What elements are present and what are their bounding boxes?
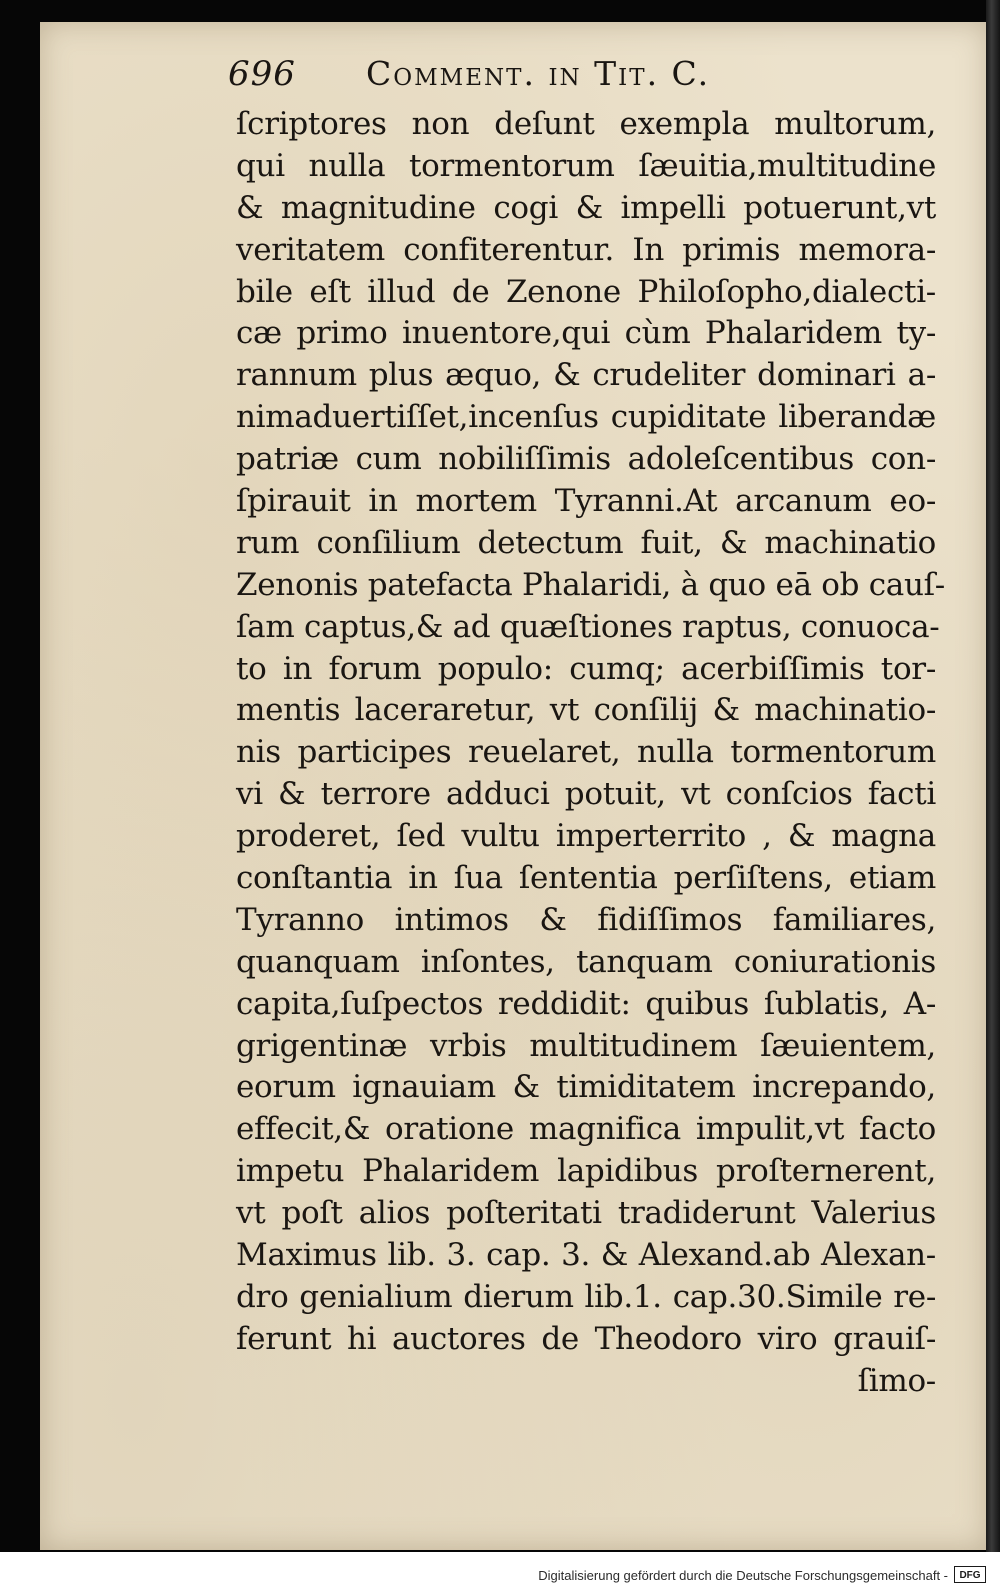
text-line: ſpirauit in mortem Tyranni.At arcanum eo- bbox=[236, 483, 936, 520]
text-line: qui nulla tormentorum ſæuitia,multitudine bbox=[236, 147, 936, 184]
text-line: proderet, ſed vultu imperterrito , & magna bbox=[236, 818, 936, 855]
text-line: ſam captus,& ad quæſtiones raptus, conuoca- bbox=[236, 608, 940, 645]
text-line: veritatem confiterentur. In primis memora- bbox=[236, 231, 936, 268]
text-line: cæ primo inuentore,qui cùm Phalaridem ty- bbox=[236, 315, 936, 352]
text-line: vi & terrore adduci potuit, vt conſcios facti bbox=[236, 776, 936, 813]
digitization-footer bbox=[0, 1552, 1000, 1592]
dfg-logo: DFG bbox=[954, 1566, 986, 1583]
text-line: ferunt hi auctores de Theodoro viro grauiſ- bbox=[236, 1320, 936, 1357]
running-title: Comment. in Tit. C. bbox=[366, 54, 711, 93]
page-number: 696 bbox=[228, 54, 296, 94]
text-line: grigentinæ vrbis multitudinem ſæuientem, bbox=[236, 1027, 936, 1064]
text-line: Tyranno intimos & fidiſſimos familiares, bbox=[236, 901, 936, 938]
catchword: ſimo- bbox=[857, 1362, 936, 1399]
text-line: & magnitudine cogi & impelli potuerunt,vt bbox=[236, 189, 936, 226]
body-text bbox=[236, 104, 945, 1403]
book-page bbox=[40, 22, 988, 1550]
funding-credit: Digitalisierung gefördert durch die Deutsche Forschungsgemeinschaft - bbox=[538, 1568, 948, 1583]
text-line: vt poſt alios poſteritati tradiderunt Valerius bbox=[236, 1195, 936, 1232]
text-line: bile eſt illud de Zenone Philoſopho,dialecti- bbox=[236, 273, 936, 310]
text-line: rum conſilium detectum fuit, & machinatio bbox=[236, 524, 936, 561]
text-line: mentis laceraretur, vt conſilij & machinatio- bbox=[236, 692, 936, 729]
text-line: nimaduertiſſet,incenſus cupiditate liberandæ bbox=[236, 399, 936, 436]
book-binding-edge bbox=[986, 0, 1000, 1552]
text-line: dro genialium dierum lib.1. cap.30.Simile re- bbox=[236, 1278, 936, 1315]
text-line: Maximus lib. 3. cap. 3. & Alexand.ab Alexan- bbox=[236, 1237, 936, 1274]
text-line: rannum plus æquo, & crudeliter dominari a- bbox=[236, 357, 936, 394]
page-header bbox=[228, 52, 788, 102]
text-line: impetu Phalaridem lapidibus proſternerent, bbox=[236, 1153, 936, 1190]
text-line: patriæ cum nobiliſſimis adoleſcentibus con- bbox=[236, 441, 936, 478]
text-line: to in forum populo: cumq; acerbiſſimis tor- bbox=[236, 650, 936, 687]
text-line: eorum ignauiam & timiditatem increpando, bbox=[236, 1069, 936, 1106]
text-line: quanquam inſontes, tanquam coniurationis bbox=[236, 943, 936, 980]
text-line: capita,ſuſpectos reddidit: quibus ſublatis, A- bbox=[236, 985, 936, 1022]
text-line: ſcriptores non deſunt exempla multorum, bbox=[236, 106, 936, 142]
text-line: effecit,& oratione magnifica impulit,vt facto bbox=[236, 1111, 936, 1148]
text-line: nis participes reuelaret, nulla tormentorum bbox=[236, 734, 936, 771]
text-line: conſtantia in ſua ſententia perſiſtens, etiam bbox=[236, 860, 936, 897]
text-line: Zenonis patefacta Phalaridi, à quo eā ob cauſ- bbox=[236, 566, 945, 603]
